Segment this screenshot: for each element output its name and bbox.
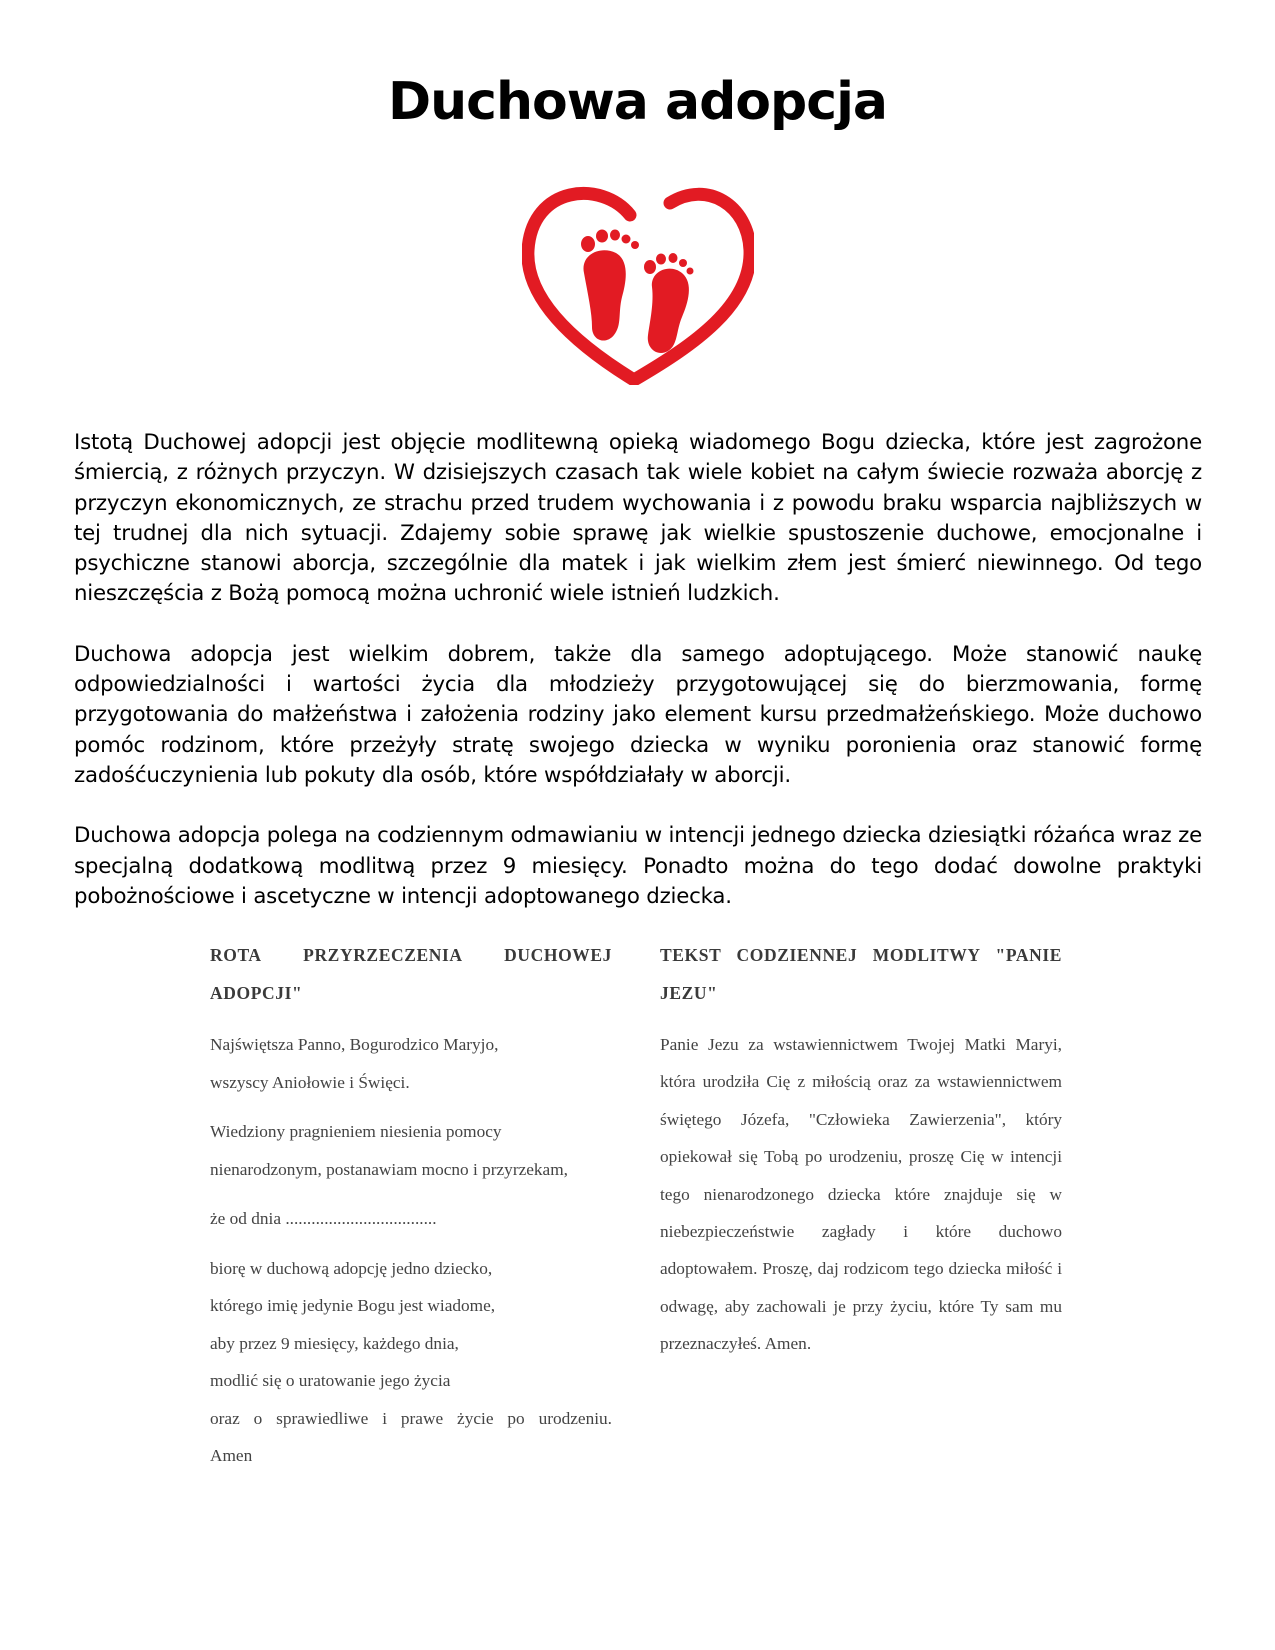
prayer-column — [660, 936, 1062, 1475]
oath-line: oraz o sprawiedliwe i prawe życie po urodzeniu. — [210, 1408, 612, 1428]
oath-line: biorę w duchową adopcję jedno dziecko, — [210, 1258, 493, 1278]
heart-baby-feet-icon — [522, 185, 754, 385]
prayer-heading: TEKST CODZIENNEJ MODLITWY "PANIE JEZU" — [660, 945, 1062, 1003]
page-title: Duchowa adopcja — [388, 72, 887, 132]
oath-line: aby przez 9 miesięcy, każdego dnia, — [210, 1333, 459, 1353]
intro-paragraph: Duchowa adopcja jest wielkim dobrem, także dla samego adoptującego. Może stanowić naukę odpowiedzialności i wartości życia dla młodzieży przygotowującej się do bierzmowania, formę przygotowania do małżeństwa i założenia rodziny jako element kursu przedmałżeńskiego. Może duchowo pomóc rodzinom, które przeżyły stratę swojego dziecka w wyniku poronienia oraz stanowić formę zadośćuczynienia lub pokuty dla osób, które współdziałały w aborcji. — [74, 641, 1202, 788]
oath-stanza — [210, 1200, 612, 1238]
left-foot-icon — [581, 230, 639, 341]
oath-stanza — [210, 1250, 612, 1475]
prayer-text: Panie Jezu za wstawiennictwem Twojej Matki Maryi, która urodziła Cię z miłością oraz za wstawiennictwem świętego Józefa, "Człowieka Zawierzenia", który opiekował się Tobą po urodzeniu, proszę Cię w intencji tego nienarodzonego dziecka które znajduje się w niebezpieczeństwie zagłady i które duchowo adoptowałem. Proszę, daj rodzicom tego dziecka miłość i odwagę, aby zachowali je przy życiu, które Ty sam mu przeznaczyłeś. Amen. — [660, 1035, 1062, 1354]
oath-heading: ROTA PRZYRZECZENIA DUCHOWEJ ADOPCJI" — [210, 945, 612, 1003]
oath-amen: Amen — [210, 1446, 253, 1465]
oath-line: nienarodzonym, postanawiam mocno i przyrzekam, — [210, 1159, 568, 1179]
oath-line: Wiedziony pragnieniem niesienia pomocy — [210, 1122, 502, 1141]
oath-line: Najświętsza Panno, Bogurodzico Maryjo, — [210, 1035, 499, 1054]
oath-stanza — [210, 1113, 612, 1188]
oath-line: którego imię jedynie Bogu jest wiadome, — [210, 1296, 496, 1315]
oath-line: wszyscy Aniołowie i Święci. — [210, 1072, 410, 1092]
oath-line: modlić się o uratowanie jego życia — [210, 1371, 451, 1390]
intro-paragraph: Duchowa adopcja polega na codziennym odmawianiu w intencji jednego dziecka dziesiątki różańca wraz ze specjalną dodatkową modlitwą przez 9 miesięcy. Ponadto można do tego dodać dowolne praktyki pobożnościowe i ascetyczne w intencji adoptowanego dziecka. — [74, 823, 1202, 909]
right-foot-icon — [644, 253, 694, 353]
oath-column — [210, 936, 612, 1475]
oath-date-line: że od dnia ................................... — [210, 1209, 437, 1228]
intro-text — [74, 428, 1202, 942]
heart-outline — [528, 193, 750, 380]
intro-paragraph: Istotą Duchowej adopcji jest objęcie modlitewną opieką wiadomego Bogu dziecka, które jest zagrożone śmiercią, z różnych przyczyn. W dzisiejszych czasach tak wiele kobiet na całym świecie rozważa aborcję z przyczyn ekonomicznych, ze strachu przed trudem wychowania i z powodu braku wsparcia najbliższych w tej trudnej dla nich sytuacji. Zdajemy sobie sprawę jak wielkie spustoszenie duchowe, emocjonalne i psychiczne stanowi aborcja, szczególnie dla matek i jak wielkim złem jest śmierć niewinnego. Od tego nieszczęścia z Bożą pomocą można uchronić wiele istnień ludzkich. — [74, 430, 1202, 607]
prayers-section — [210, 936, 1062, 1475]
oath-stanza — [210, 1026, 612, 1101]
